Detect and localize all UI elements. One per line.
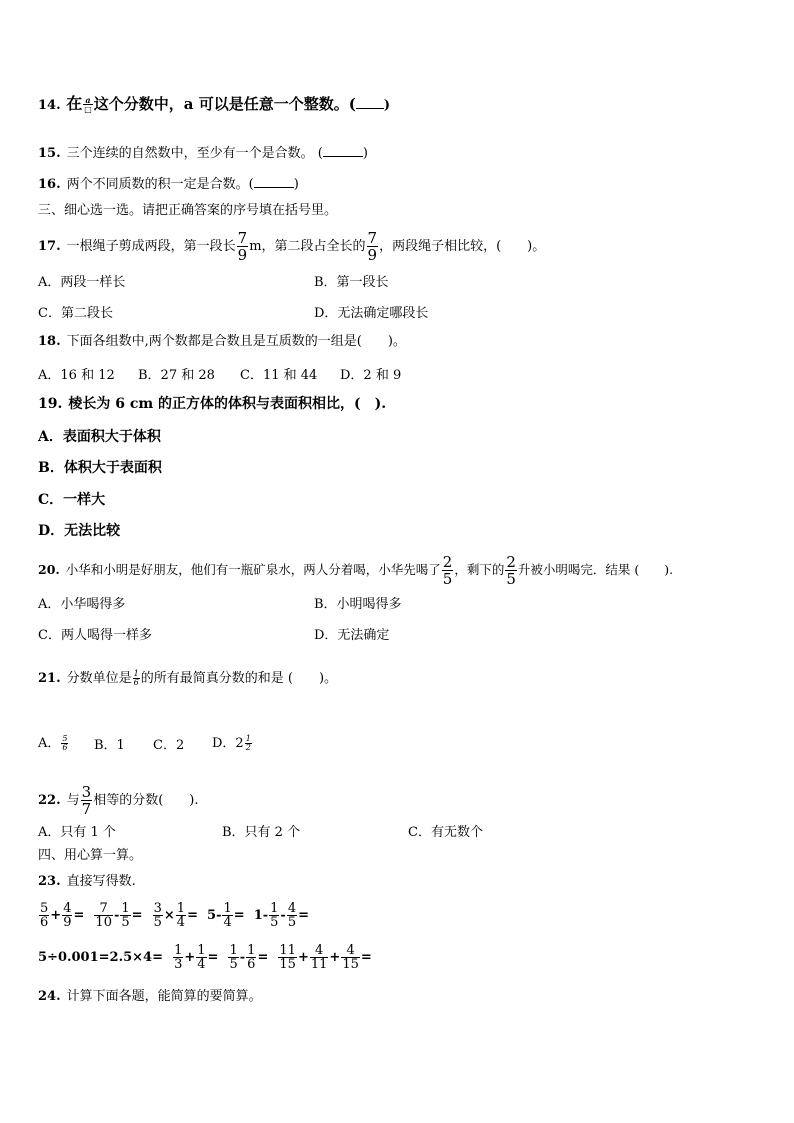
- answer-blank[interactable]: [356, 108, 384, 109]
- option-b[interactable]: B．第一段长: [314, 275, 389, 290]
- question-number: 15.: [38, 146, 61, 161]
- section-heading-3: 三、细心选一选。请把正确答案的序号填在括号里。: [38, 203, 338, 218]
- option-b[interactable]: B．只有 2 个: [222, 825, 301, 840]
- option-d[interactable]: D．2 和 9: [340, 368, 402, 383]
- answer-blank[interactable]: [254, 187, 294, 188]
- option-c[interactable]: C．一样大: [38, 492, 106, 508]
- option-d[interactable]: D．无法确定: [314, 628, 390, 643]
- option-b[interactable]: B．27 和 28: [138, 368, 215, 383]
- question-text: 计算下面各题，能简算的要简算。: [66, 989, 262, 1004]
- question-19: [38, 395, 386, 413]
- fraction: $\frac{7}{9}$: [367, 229, 378, 264]
- section-heading-4: 四、用心算一算。: [38, 848, 143, 863]
- fraction: $\frac{2}{5}$: [442, 553, 453, 588]
- option-a[interactable]: A． $\frac{5}{6}$: [38, 734, 68, 752]
- question-20: 20. 小华和小明是好朋友，他们有一瓶矿泉水，两人分着喝，小华先喝了 $\frac{2}{5}$ ，剩下的 $\frac{2}{5}$ 升被小明喝完．结果 ( ).: [38, 553, 674, 588]
- question-text: 这个分数中，a 可以是任意一个整数。(: [93, 95, 356, 113]
- answer-blank[interactable]: [323, 156, 363, 157]
- option-c[interactable]: C．11 和 44: [240, 368, 318, 383]
- option-a[interactable]: A．小华喝得多: [38, 597, 126, 612]
- option-a[interactable]: A．只有 1 个: [38, 825, 116, 840]
- question-15: 15. 三个连续的自然数中，至少有一个是合数。 ( ): [38, 146, 368, 161]
- question-number: 20.: [38, 562, 60, 577]
- question-17: 17. 一根绳子剪成两段，第一段长 $\frac{7}{9}$ m，第二段占全长的 $\frac{7}{9}$ ，两段绳子相比较，( )。: [38, 229, 546, 264]
- option-c[interactable]: C．2: [153, 738, 185, 753]
- question-text: 直接写得数.: [66, 874, 136, 889]
- fraction: $\frac{5}{6}$: [62, 734, 68, 752]
- question-number: 18.: [38, 334, 61, 349]
- question-number: 17.: [38, 239, 61, 254]
- question-text: 两个不同质数的积一定是合数。(: [66, 177, 254, 192]
- fraction: $\frac{1}{6}$: [133, 669, 139, 687]
- question-text: 下面各组数中,两个数都是合数且是互质数的一组是( )。: [66, 334, 406, 349]
- option-b[interactable]: B．小明喝得多: [314, 597, 402, 612]
- question-14: 14. 在 $\frac{a}{□}$ 这个分数中，a 可以是任意一个整数。( ): [38, 94, 390, 114]
- option-d[interactable]: D．无法确定哪段长: [314, 306, 429, 321]
- question-number: 22.: [38, 793, 61, 808]
- option-c[interactable]: C．两人喝得一样多: [38, 628, 152, 643]
- option-d[interactable]: D．无法比较: [38, 523, 121, 539]
- question-number: 24.: [38, 989, 61, 1004]
- option-a[interactable]: A．16 和 12: [38, 368, 115, 383]
- fraction: $\frac{a}{□}$: [84, 95, 92, 114]
- calc-row-1: $\frac{5}{6}$ + $\frac{4}{9}$ = $\frac{7}{10}$ - $\frac{1}{5}$ = $\frac{3}{5}$ × $\frac{1}{4}$ = 5- $\frac{1}{4}$ = 1- $\frac{1}{5}$ - $\frac{4}{5}$ =: [40, 901, 310, 930]
- question-22: 22. 与 $\frac{3}{7}$ 相等的分数( ).: [38, 783, 199, 818]
- fraction: $\frac{2}{5}$: [506, 553, 516, 588]
- question-number: 21.: [38, 671, 61, 686]
- option-b[interactable]: B．体积大于表面积: [38, 460, 162, 476]
- fraction: $\frac{7}{9}$: [237, 229, 248, 264]
- option-a[interactable]: A．两段一样长: [38, 275, 126, 290]
- question-18: [38, 333, 406, 351]
- fraction: $\frac{1}{2}$: [245, 734, 251, 752]
- option-a[interactable]: A．表面积大于体积: [38, 429, 161, 445]
- question-number: 14.: [38, 98, 61, 113]
- option-c[interactable]: C．第二段长: [38, 306, 113, 321]
- question-text: 三个连续的自然数中，至少有一个是合数。 (: [66, 146, 323, 161]
- question-text: 在: [66, 94, 83, 113]
- option-b[interactable]: B．1: [94, 738, 125, 753]
- question-text: 棱长为 6 cm 的正方体的体积与表面积相比，( ).: [68, 396, 387, 412]
- question-number: 19.: [38, 396, 63, 412]
- option-d[interactable]: D．2 $\frac{1}{2}$: [212, 734, 251, 752]
- fraction: $\frac{3}{7}$: [81, 783, 92, 818]
- question-number: 16.: [38, 177, 61, 192]
- question-number: 23.: [38, 874, 61, 889]
- question-24: [38, 988, 262, 1006]
- calc-row-2: 5÷0.001=2.5×4= $\frac{1}{3}$ + $\frac{1}{4}$ = $\frac{1}{5}$ - $\frac{1}{6}$ = $\frac{11}{15}$ + $\frac{4}{11}$ + $\frac{4}{15}$ =: [38, 943, 372, 972]
- question-21: 21. 分数单位是 $\frac{1}{6}$ 的所有最简真分数的和是 ( )。: [38, 669, 338, 687]
- question-23: [38, 873, 136, 891]
- question-16: 16. 两个不同质数的积一定是合数。( ): [38, 177, 299, 192]
- option-c[interactable]: C．有无数个: [408, 825, 483, 840]
